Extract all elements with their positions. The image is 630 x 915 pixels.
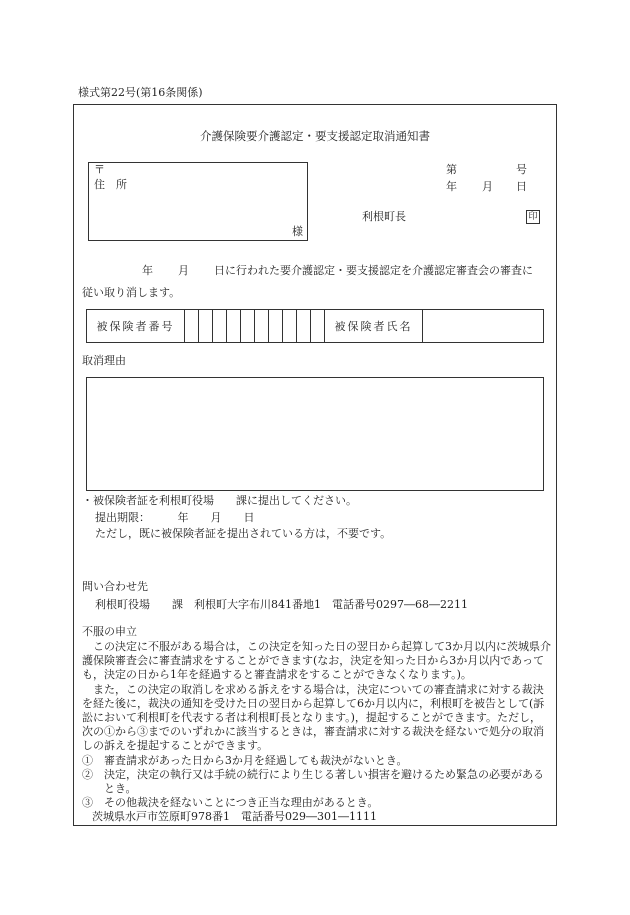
submission-deadline: 提出期限： 年 月 日 xyxy=(95,511,255,524)
notice-year: 年 xyxy=(142,264,153,277)
contact-line: 利根町役場 課 利根町大字布川841番地1 電話番号0297―68―2211 xyxy=(95,598,468,611)
postal-mark: 〒 xyxy=(94,163,105,176)
doc-number-dai: 第 xyxy=(446,163,457,176)
notice-line1: 日に行われた要介護認定・要支援認定を介護認定審査会の審査に xyxy=(214,264,533,277)
date-day: 日 xyxy=(516,180,527,193)
submission-instruction: ・被保険者証を利根町役場 課に提出してください。 xyxy=(82,494,357,507)
appeal-item-1: ① 審査請求があった日から3か月を経過しても裁決がないとき。 xyxy=(82,753,408,767)
insured-name-field[interactable] xyxy=(423,310,543,342)
submission-note: ただし，既に被保険者証を提出されている方は，不要です。 xyxy=(95,527,392,540)
insured-name-label: 被保険者氏名 xyxy=(325,310,423,342)
address-box xyxy=(88,162,308,241)
date-month: 月 xyxy=(482,180,493,193)
issuer-name: 利根町長 xyxy=(362,210,406,223)
notice-month: 月 xyxy=(178,264,189,277)
insured-info-table xyxy=(86,309,544,343)
contact-heading: 問い合わせ先 xyxy=(82,580,148,593)
insured-number-label: 被保険者番号 xyxy=(87,310,185,342)
appeal-item-3: ③ その他裁決を経ないことにつき正当な理由があるとき。 xyxy=(82,796,379,810)
appeal-paragraph-1: この決定に不服がある場合は，この決定を知った日の翌日から起算して3か月以内に茨城県介護保険審査会に審査請求をすることができます(なお，決定を知った日から3か月以内であっても，決定の日から1年を経過すると審査請求をすることができなくなります。)。 xyxy=(82,640,551,682)
insured-number-digit[interactable] xyxy=(283,310,297,342)
doc-number-go: 号 xyxy=(516,163,527,176)
honorific-sama: 様 xyxy=(292,225,303,238)
address-label: 住 所 xyxy=(94,178,127,191)
appeal-item-2: ② 決定，決定の執行又は手続の続行により生じる著しい損害を避けるため緊急の必要があるとき。 xyxy=(82,767,544,796)
insured-number-digit[interactable] xyxy=(255,310,269,342)
insured-number-digit[interactable] xyxy=(311,310,325,342)
insured-number-digit[interactable] xyxy=(185,310,199,342)
cancel-reason-box[interactable] xyxy=(86,377,544,491)
insured-number-digit[interactable] xyxy=(241,310,255,342)
cancel-reason-label: 取消理由 xyxy=(82,354,126,367)
insured-number-digit[interactable] xyxy=(199,310,213,342)
notice-line2: 従い取り消します。 xyxy=(82,286,181,299)
appeal-heading: 不服の申立 xyxy=(82,625,137,638)
insured-number-digit[interactable] xyxy=(227,310,241,342)
insured-number-digit[interactable] xyxy=(269,310,283,342)
appeal-paragraph-2: また，この決定の取消しを求める訴えをする場合は，決定についての審査請求に対する裁決を経た後に，裁決の通知を受けた日の翌日から起算して6か月以内に，利根町を被告として(訴訟において利根町を代表する者は利根町長となります。)，提起することができます。ただし，次の①から③までのいずれかに該当するときは，審査請求に対する裁決を経ないで処分の取消しの訴えを提起することができます。 xyxy=(82,682,545,753)
appeal-address: 茨城県水戸市笠原町978番1 電話番号029―301―1111 xyxy=(92,810,377,824)
form-number-label: 様式第22号(第16条関係) xyxy=(78,86,203,99)
seal-mark: 印 xyxy=(526,210,540,224)
insured-number-digit[interactable] xyxy=(297,310,311,342)
insured-number-digit[interactable] xyxy=(213,310,227,342)
appeal-section xyxy=(82,640,552,825)
date-year: 年 xyxy=(446,180,457,193)
document-title: 介護保険要介護認定・要支援認定取消通知書 xyxy=(200,129,430,143)
